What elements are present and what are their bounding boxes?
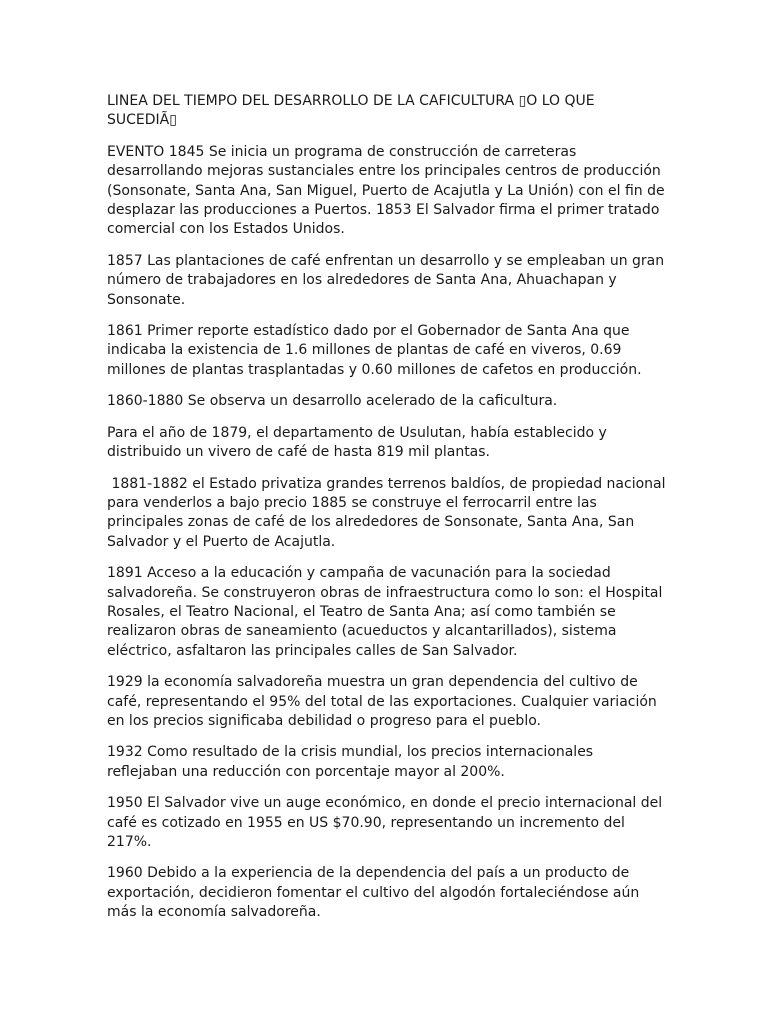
paragraph-1960: 1960 Debido a la experiencia de la dependencia del país a un producto de exportación, decidieron fomentar el cultivo del algodón fortaleciéndose aún más la economía salvadoreña. [107,865,644,921]
paragraph-1845: EVENTO 1845 Se inicia un programa de construcción de carreteras desarrollando mejoras sustanciales entre los principales centros de producción (Sonsonate, Santa Ana, San Miguel, Puerto de Acajutla y La Unión) con el fin de desplazar las producciones a Puertos. 1853 El Salvador firma el primer tratado comercial con los Estados Unidos. [107,143,670,238]
paragraph-1932: 1932 Como resultado de la crisis mundial, los precios internacionales reflejaban una reducción con porcentaje mayor al 200%. [107,744,598,780]
paragraph-1857: 1857 Las plantaciones de café enfrentan un desarrollo y se empleaban un gran número de trabajadores en los alrededores de Santa Ana, Ahuachapan y Sonsonate. [107,252,669,308]
paragraph-1881-1882: 1881-1882 el Estado privatiza grandes terrenos baldíos, de propiedad nacional para venderlos a bajo precio 1885 se construye el ferrocarril entre las principales zonas de café de los alrededores de Sonsonate, Santa Ana, San Salvador y el Puerto de Acajutla. [107,475,670,550]
paragraph-1879: Para el año de 1879, el departamento de Usulutan, había establecido y distribuido un vivero de café de hasta 819 mil plantas. [107,424,612,461]
document-page [107,92,670,935]
paragraph-1860-1880: 1860-1880 Se observa un desarrollo acelerado de la caficultura. [107,393,558,410]
document-title: LINEA DEL TIEMPO DEL DESARROLLO DE LA CAFICULTURA ▯O LO QUE SUCEDIÃ▯ [107,93,600,129]
paragraph-1861: 1861 Primer reporte estadístico dado por el Gobernador de Santa Ana que indicaba la existencia de 1.6 millones de plantas de café en viveros, 0.69 millones de plantas trasplantadas y 0.60 millones de cafetos en producción. [107,323,642,378]
paragraph-1929: 1929 la economía salvadoreña muestra un gran dependencia del cultivo de café, representando el 95% del total de las exportaciones. Cualquier variación en los precios significaba debilidad o progreso para el pueblo. [107,674,662,729]
paragraph-1891: 1891 Acceso a la educación y campaña de vacunación para la sociedad salvadoreña. Se construyeron obras de infraestructura como lo son: el Hospital Rosales, el Teatro Nacional, el Teatro de Santa Ana; así como también se realizaron obras de saneamiento (acueductos y alcantarillados), sistema eléctrico, asfaltaron las principales calles de San Salvador. [107,565,667,659]
paragraph-1950: 1950 El Salvador vive un auge económico, en donde el precio internacional del café es cotizado en 1955 en US $70.90, representando un incremento del 217%. [107,795,667,850]
